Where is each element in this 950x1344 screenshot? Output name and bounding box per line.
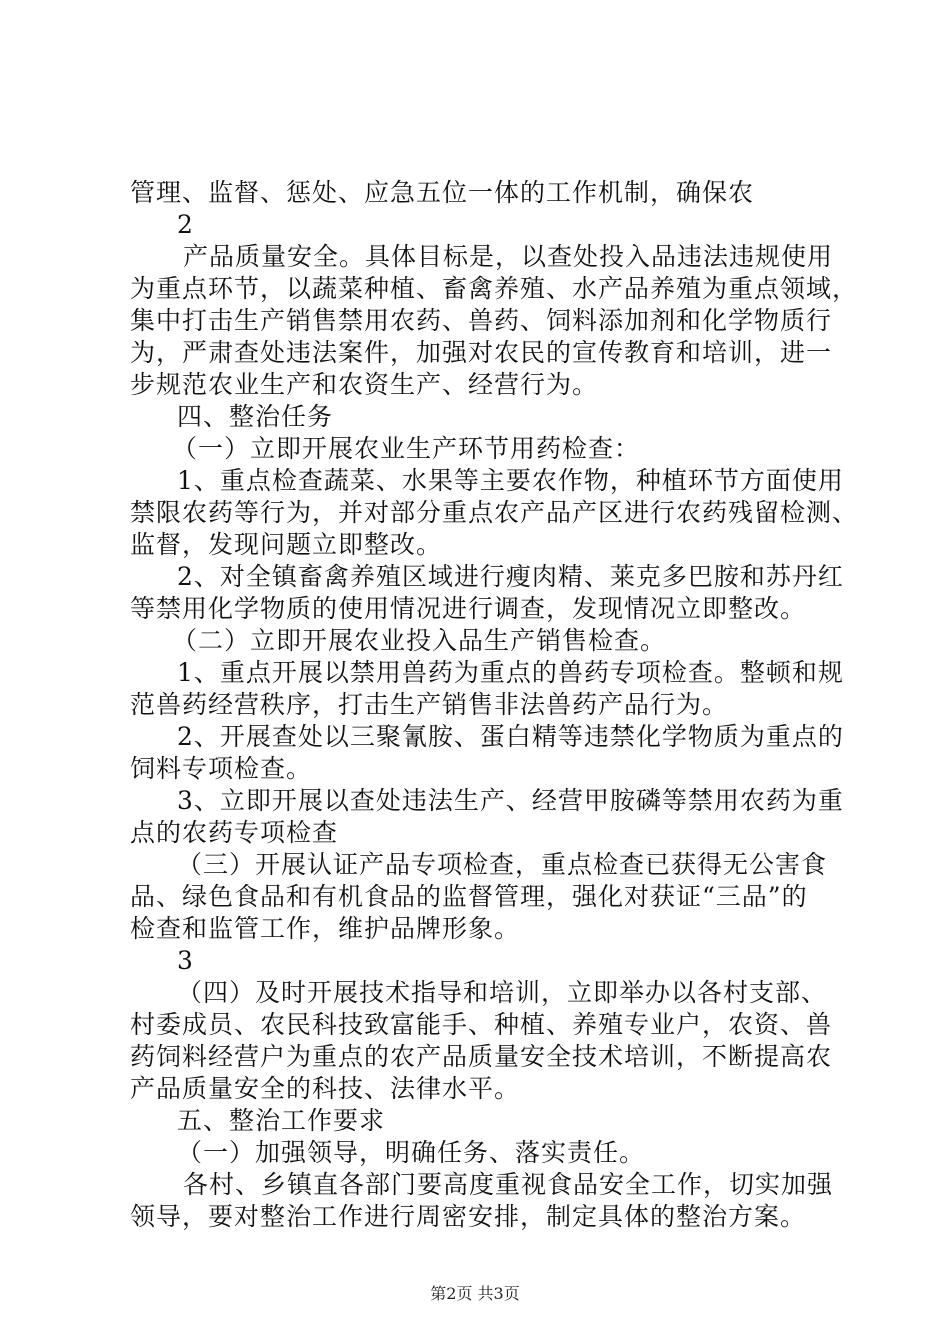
text-line: 药饲料经营户为重点的农产品质量安全技术培训，不断提高农 <box>130 1042 833 1071</box>
text-line: 饲料专项检查。 <box>130 754 313 783</box>
text-line: 各村、乡镇直各部门要高度重视食品安全工作，切实加强 <box>183 1170 834 1199</box>
text-line: 禁限农药等行为，并对部分重点农产品产区进行农药残留检测、 <box>130 498 859 527</box>
text-line: 点的农药专项检查 <box>130 818 339 847</box>
text-line: 步规范农业生产和农资生产、经营行为。 <box>130 370 599 399</box>
page-footer: 第2页 共3页 <box>430 1284 520 1303</box>
text-line: 范兽药经营秩序，打击生产销售非法兽药产品行为。 <box>130 690 729 719</box>
text-line: 村委成员、农民科技致富能手、种植、养殖专业户，农资、兽 <box>130 1010 833 1039</box>
subsection-heading: （一）立即开展农业生产环节用药检查： <box>172 434 641 463</box>
page-marker: 3 <box>177 946 194 975</box>
text-line: 检查和监管工作，维护品牌形象。 <box>130 914 521 943</box>
text-line: 2、对全镇畜禽养殖区域进行瘦肉精、莱克多巴胺和苏丹红 <box>177 562 844 591</box>
text-line: 管理、监督、惩处、应急五位一体的工作机制，确保农 <box>130 178 755 207</box>
subsection-heading: （三）开展认证产品专项检查，重点检查已获得无公害食 <box>177 850 828 879</box>
subsection-heading: （一）加强领导，明确任务、落实责任。 <box>177 1138 646 1167</box>
text-line: 1、重点开展以禁用兽药为重点的兽药专项检查。整顿和规 <box>177 658 844 687</box>
text-line: 为，严肃查处违法案件，加强对农民的宣传教育和培训，进一 <box>130 338 833 367</box>
subsection-heading: （二）立即开展农业投入品生产销售检查。 <box>172 626 667 655</box>
section-heading: 五、整治工作要求 <box>177 1106 386 1135</box>
text-line: 1、重点检查蔬菜、水果等主要农作物，种植环节方面使用 <box>177 466 844 495</box>
text-line: 品、绿色食品和有机食品的监督管理，强化对获证“三品”的 <box>130 882 808 911</box>
text-line: 2、开展查处以三聚氰胺、蛋白精等违禁化学物质为重点的 <box>177 722 844 751</box>
text-line: 产品质量安全的科技、法律水平。 <box>130 1074 521 1103</box>
text-line: 3、立即开展以查处违法生产、经营甲胺磷等禁用农药为重 <box>177 786 844 815</box>
text-line: 集中打击生产销售禁用农药、兽药、饲料添加剂和化学物质行 <box>130 306 833 335</box>
section-heading: 四、整治任务 <box>177 402 334 431</box>
text-line: 监督，发现问题立即整改。 <box>130 530 443 559</box>
page-marker: 2 <box>177 210 194 239</box>
subsection-heading: （四）及时开展技术指导和培训，立即举办以各村支部、 <box>177 978 828 1007</box>
text-line: 为重点环节，以蔬菜种植、畜禽养殖、水产品养殖为重点领域， <box>130 274 859 303</box>
text-line: 产品质量安全。具体目标是，以查处投入品违法违规使用 <box>183 242 834 271</box>
text-line: 领导，要对整治工作进行周密安排，制定具体的整治方案。 <box>130 1202 807 1231</box>
text-line: 等禁用化学物质的使用情况进行调查，发现情况立即整改。 <box>130 594 807 623</box>
